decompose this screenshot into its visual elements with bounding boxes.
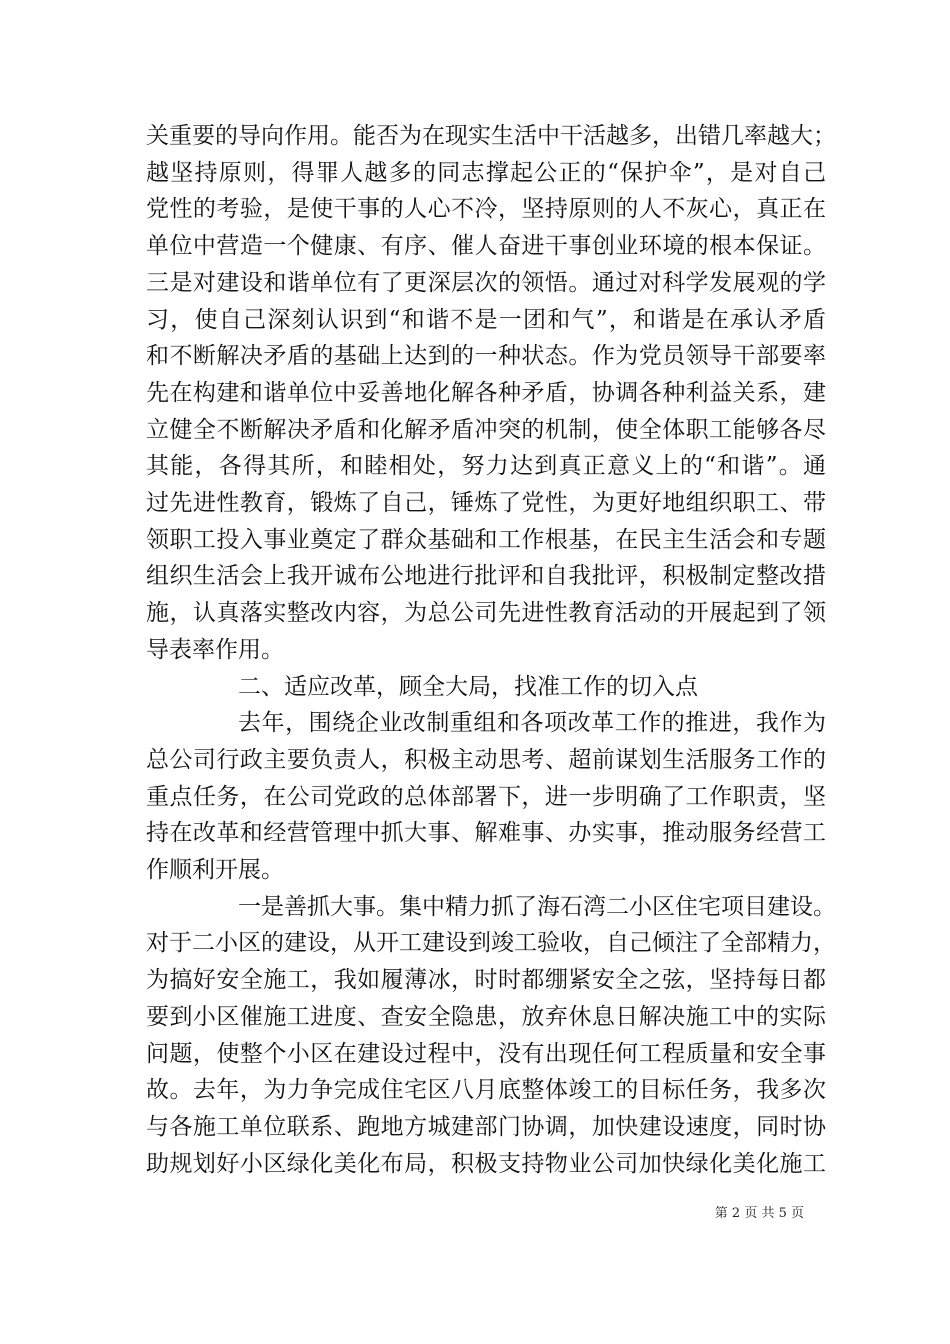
text-line: 对于二小区的建设，从开工建设到竣工验收，自己倾注了全部精力， xyxy=(146,930,836,957)
text-line: 领职工投入事业奠定了群众基础和工作根基，在民主生活会和专题 xyxy=(146,526,826,553)
text-line: 过先进性教育，锻炼了自己，锤炼了党性，为更好地组织职工、带 xyxy=(146,490,826,517)
text-line: 单位中营造一个健康、有序、催人奋进干事创业环境的根本保证。 xyxy=(146,233,826,260)
text-line: 作顺利开展。 xyxy=(146,857,284,884)
section-heading: 二、适应改革，顾全大局，找准工作的切入点 xyxy=(238,673,698,700)
text-line: 与各施工单位联系、跑地方城建部门协调，加快建设速度，同时协 xyxy=(146,1113,826,1140)
text-line: 问题，使整个小区在建设过程中，没有出现任何工程质量和安全事 xyxy=(146,1040,826,1067)
text-line: 三是对建设和谐单位有了更深层次的领悟。通过对科学发展观的学 xyxy=(146,269,826,296)
text-line: 先在构建和谐单位中妥善地化解各种矛盾，协调各种利益关系，建 xyxy=(146,379,826,406)
text-line: 关重要的导向作用。能否为在现实生活中干活越多，出错几率越大； xyxy=(146,123,836,149)
text-line: 一是善抓大事。集中精力抓了海石湾二小区住宅项目建设。 xyxy=(238,893,836,920)
text-line: 要到小区催施工进度、查安全隐患，放弃休息日解决施工中的实际 xyxy=(146,1003,826,1030)
body-text xyxy=(146,118,836,1182)
text-line: 党性的考验，是使干事的人心不冷，坚持原则的人不灰心，真正在 xyxy=(146,196,826,223)
text-line: 施，认真落实整改内容，为总公司先进性教育活动的开展起到了领 xyxy=(146,600,826,627)
text-line: 习，使自己深刻认识到“和谐不是一团和气”，和谐是在承认矛盾 xyxy=(146,306,826,333)
text-line: 重点任务，在公司党政的总体部署下，进一步明确了工作职责，坚 xyxy=(146,783,826,810)
text-line: 立健全不断解决矛盾和化解矛盾冲突的机制，使全体职工能够各尽 xyxy=(146,416,826,443)
text-line: 越坚持原则，得罪人越多的同志撑起公正的“保护伞”，是对自己 xyxy=(146,159,826,186)
text-line: 持在改革和经营管理中抓大事、解难事、办实事，推动服务经营工 xyxy=(146,820,826,847)
text-line: 总公司行政主要负责人，积极主动思考、超前谋划生活服务工作的 xyxy=(146,746,826,773)
text-line: 故。去年，为力争完成住宅区八月底整体竣工的目标任务，我多次 xyxy=(146,1077,826,1104)
text-line: 组织生活会上我开诚布公地进行批评和自我批评，积极制定整改措 xyxy=(146,563,826,590)
text-line: 其能，各得其所，和睦相处，努力达到真正意义上的“和谐”。通 xyxy=(146,453,826,480)
text-line: 去年，围绕企业改制重组和各项改革工作的推进，我作为 xyxy=(238,710,826,737)
text-line: 助规划好小区绿化美化布局，积极支持物业公司加快绿化美化施工 xyxy=(146,1150,826,1177)
text-line: 导表率作用。 xyxy=(146,636,284,663)
text-line: 为搞好安全施工，我如履薄冰，时时都绷紧安全之弦，坚持每日都 xyxy=(146,967,826,994)
page-number: 第 2 页 共 5 页 xyxy=(714,1206,804,1221)
text-line: 和不断解决矛盾的基础上达到的一种状态。作为党员领导干部要率 xyxy=(146,343,826,370)
